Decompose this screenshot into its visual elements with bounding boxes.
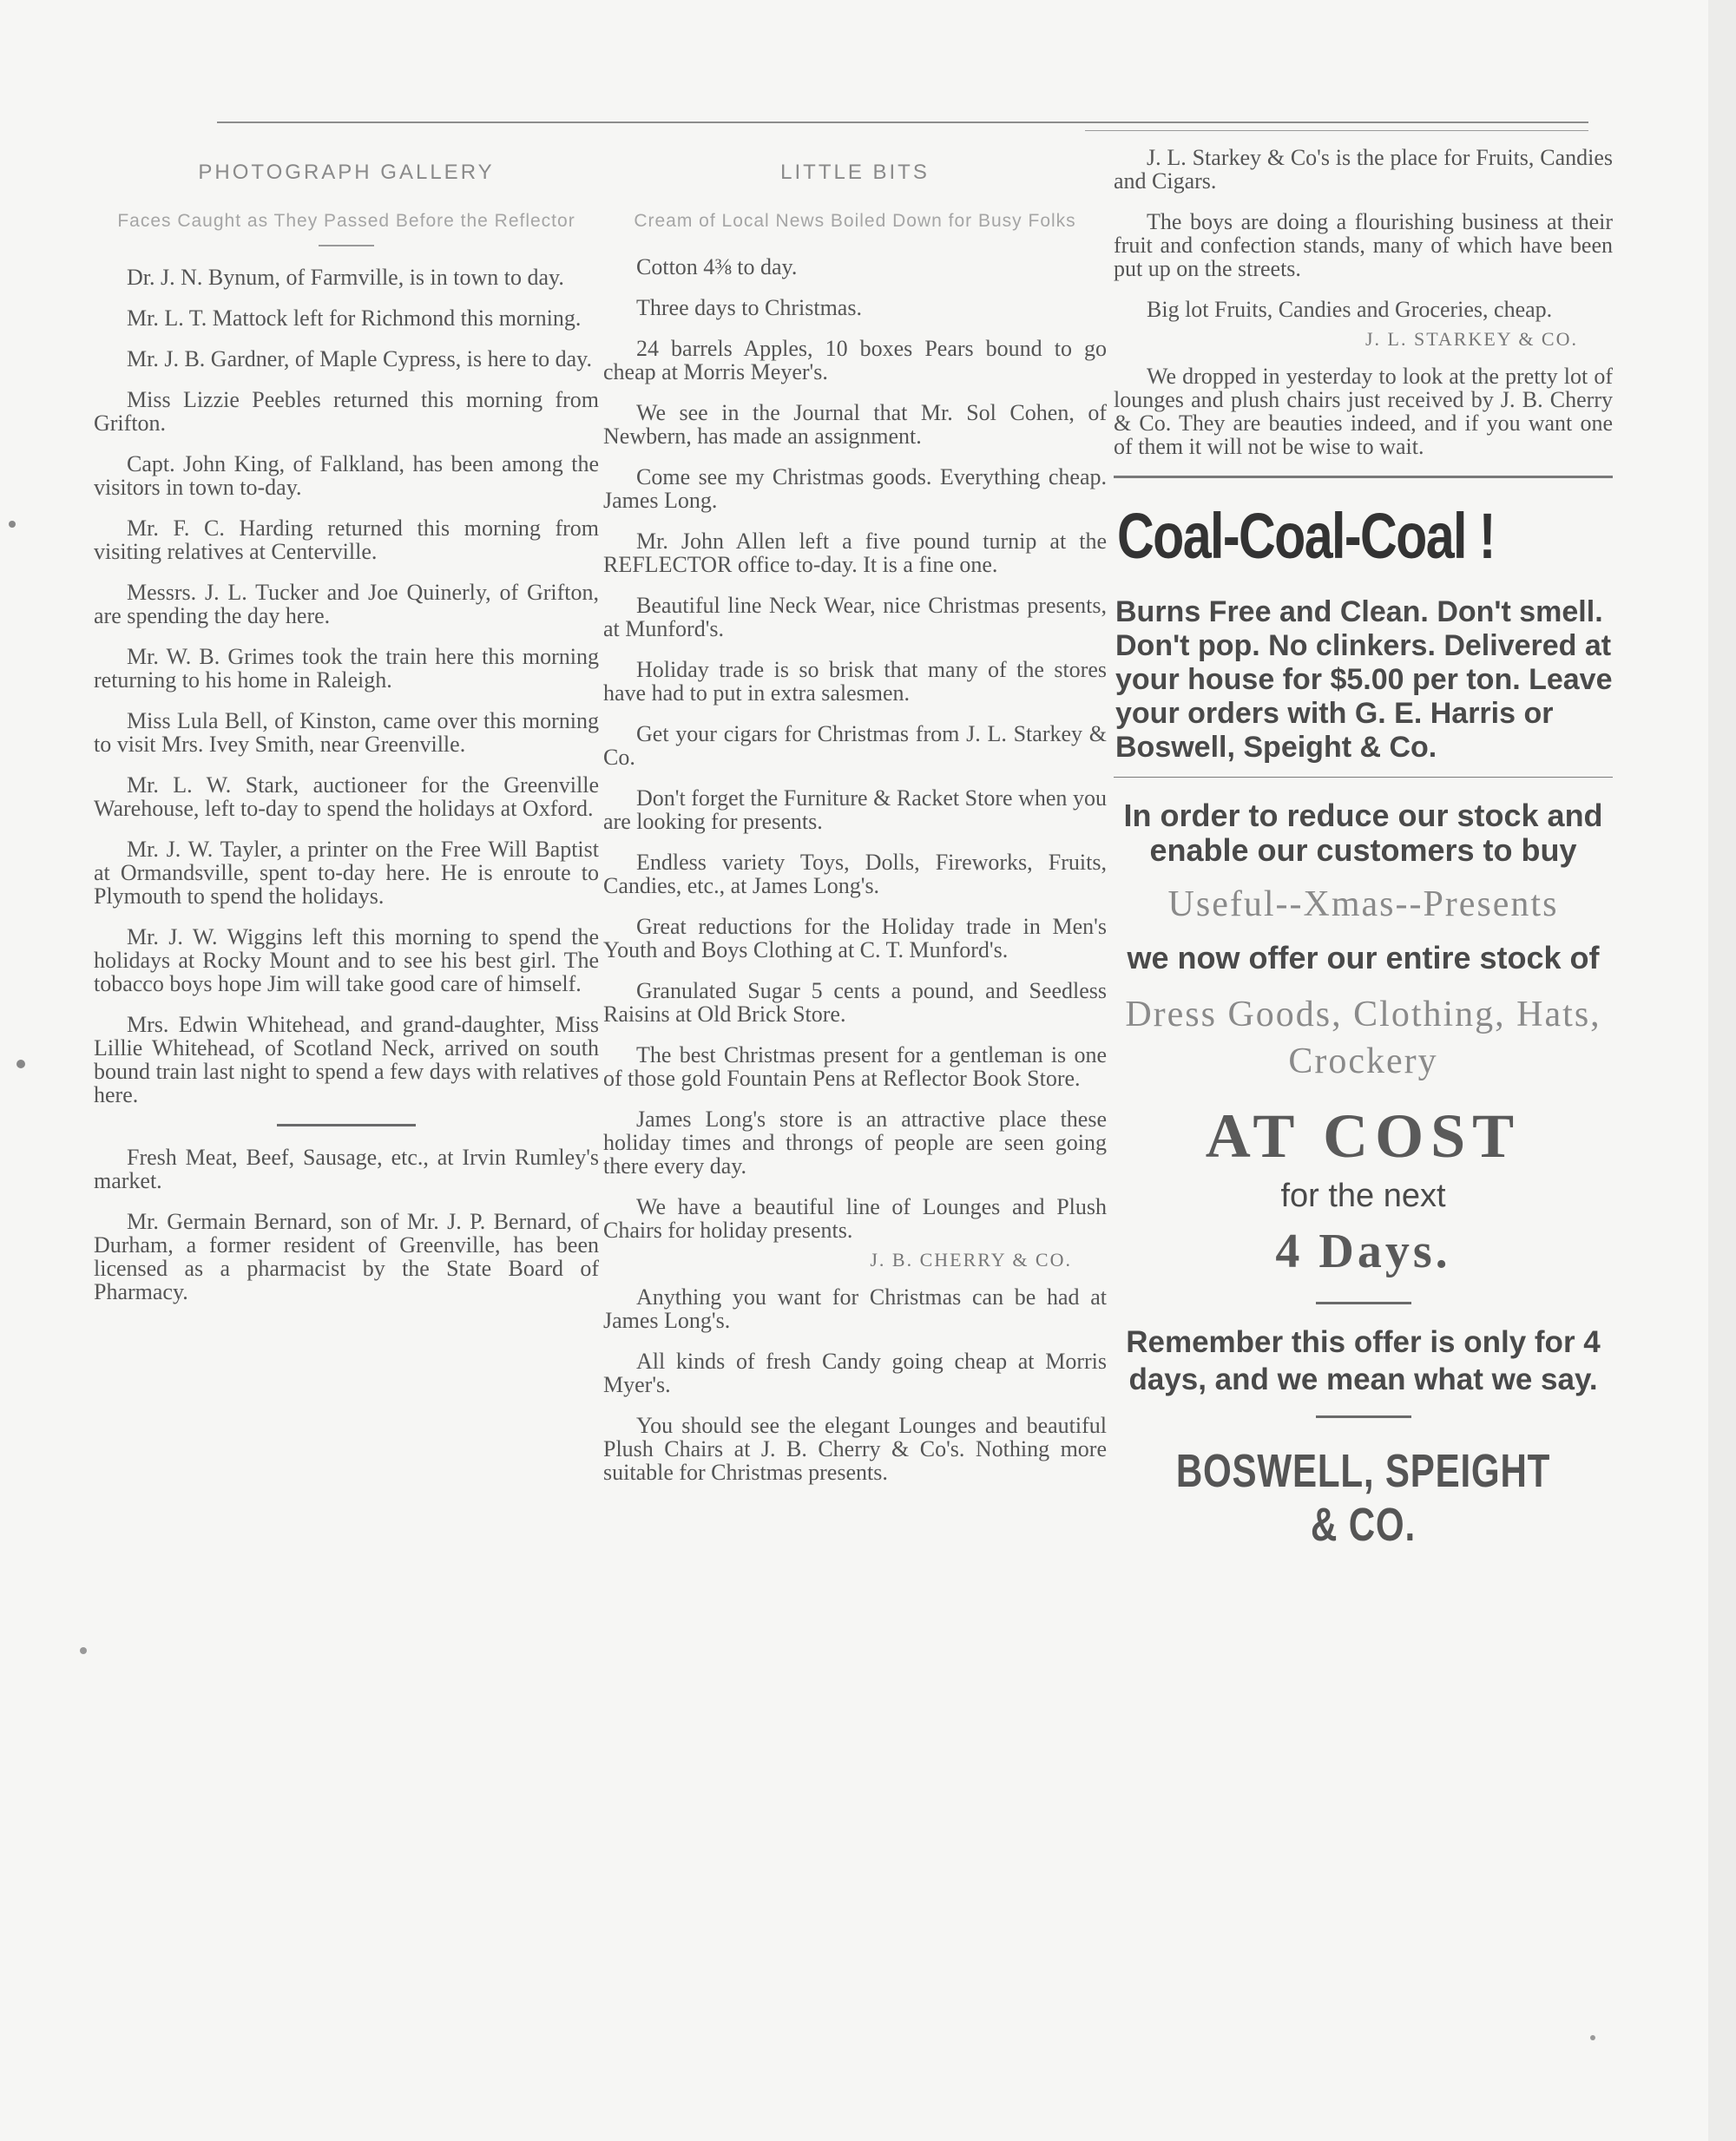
- news-item: Great reductions for the Holiday trade in Men's Youth and Boys Clothing at C. T. Munford's.: [603, 914, 1107, 962]
- news-item: Mr. L. W. Stark, auctioneer for the Greenville Warehouse, left to-day to spend the holidays at Oxford.: [94, 772, 599, 821]
- news-item: Get your cigars for Christmas from J. L. Starkey & Co.: [603, 721, 1107, 770]
- news-item: Mr. F. C. Harding returned this morning from visiting relatives at Centerville.: [94, 516, 599, 564]
- news-item: We see in the Journal that Mr. Sol Cohen, of Newbern, has made an assignment.: [603, 400, 1107, 449]
- news-item: Mr. W. B. Grimes took the train here this morning returning to his home in Raleigh.: [94, 644, 599, 693]
- news-item: 24 barrels Apples, 10 boxes Pears bound to go cheap at Morris Meyer's.: [603, 336, 1107, 384]
- news-item: Messrs. J. L. Tucker and Joe Quinerly, of Grifton, are spending the day here.: [94, 580, 599, 628]
- news-item: James Long's store is an attractive place these holiday times and throngs of people are seen going there every day.: [603, 1107, 1107, 1179]
- sale-presents: Useful--Xmas--Presents: [1167, 884, 1559, 924]
- news-item: We dropped in yesterday to look at the pretty lot of lounges and plush chairs just received by J. B. Cherry & Co. They are beauties indeed, and if you want one of them it will not be wise to wait.: [1114, 364, 1613, 459]
- column-header: LITTLE BITS: [780, 161, 930, 184]
- news-item: Miss Lizzie Peebles returned this morning from Grifton.: [94, 387, 599, 436]
- news-item: All kinds of fresh Candy going cheap at Morris Myer's.: [603, 1349, 1107, 1397]
- news-item: Endless variety Toys, Dolls, Fireworks, Fruits, Candies, etc., at James Long's.: [603, 850, 1107, 898]
- column-header: PHOTOGRAPH GALLERY: [198, 161, 495, 184]
- news-item: Mr. J. W. Wiggins left this morning to spend the holidays at Rocky Mount and to see his best girl. The tobacco boys hope Jim will take good care of himself.: [94, 924, 599, 996]
- news-item: Don't forget the Furniture & Racket Store when you are looking for presents.: [603, 785, 1107, 834]
- sale-for-next: for the next: [1280, 1178, 1446, 1214]
- news-item: Miss Lula Bell, of Kinston, came over this morning to visit Mrs. Ivey Smith, near Greenville.: [94, 708, 599, 757]
- news-item: The boys are doing a flourishing business at their fruit and confection stands, many of which have been put up on the streets.: [1114, 209, 1613, 281]
- news-item: The best Christmas present for a gentleman is one of those gold Fountain Pens at Reflector Book Store.: [603, 1042, 1107, 1091]
- column-subheader: Cream of Local News Boiled Down for Busy Folks: [634, 211, 1076, 231]
- news-item: Dr. J. N. Bynum, of Farmville, is in town to day.: [127, 265, 564, 290]
- news-item: Mrs. Edwin Whitehead, and grand-daughter, Miss Lillie Whitehead, of Scotland Neck, arrived on south bound train last night to spend a few days with relatives here.: [94, 1012, 599, 1107]
- advert-signature: J. L. STARKEY & CO.: [1364, 328, 1578, 350]
- sale-offer: we now offer our entire stock of: [1127, 940, 1600, 975]
- news-item: Mr. John Allen left a five pound turnip at the REFLECTOR office to-day. It is a fine one.: [603, 529, 1107, 577]
- news-item: Come see my Christmas goods. Everything cheap. James Long.: [603, 464, 1107, 513]
- sale-remember: Remember this offer is only for 4 days, and we mean what we say.: [1126, 1325, 1601, 1396]
- news-item: You should see the elegant Lounges and beautiful Plush Chairs at J. B. Cherry & Co's. Nothing more suitable for Christmas presents.: [603, 1413, 1107, 1485]
- sale-goods: Dress Goods, Clothing, Hats, Crockery: [1125, 995, 1601, 1081]
- news-item: Three days to Christmas.: [636, 295, 862, 320]
- sale-at-cost: AT COST: [1205, 1101, 1522, 1171]
- news-item: Capt. John King, of Falkland, has been among the visitors in town to-day.: [94, 451, 599, 500]
- sale-firm-name: BOSWELL, SPEIGHT & CO.: [1175, 1445, 1551, 1551]
- news-item: Mr. L. T. Mattock left for Richmond this morning.: [127, 305, 582, 331]
- news-item: Big lot Fruits, Candies and Groceries, cheap.: [1147, 297, 1553, 322]
- news-item: Holiday trade is so brisk that many of the stores have had to put in extra salesmen.: [603, 657, 1107, 706]
- news-item: Cotton 4⅜ to day.: [636, 254, 798, 279]
- sale-days: 4 Days.: [1275, 1225, 1451, 1278]
- news-item: Mr. J. B. Gardner, of Maple Cypress, is here to day.: [127, 346, 592, 371]
- news-item: J. L. Starkey & Co's is the place for Fruits, Candies and Cigars.: [1114, 145, 1613, 194]
- news-item: Beautiful line Neck Wear, nice Christmas presents, at Munford's.: [603, 593, 1107, 641]
- advert-signature: J. B. CHERRY & CO.: [870, 1249, 1072, 1271]
- coal-headline: Coal-Coal-Coal !: [1117, 500, 1495, 572]
- news-item: We have a beautiful line of Lounges and Plush Chairs for holiday presents.: [603, 1194, 1107, 1243]
- news-item: Granulated Sugar 5 cents a pound, and Seedless Raisins at Old Brick Store.: [603, 978, 1107, 1027]
- column-subheader: Faces Caught as They Passed Before the Reflector: [117, 211, 575, 231]
- news-item: Mr. J. W. Tayler, a printer on the Free Will Baptist at Ormandsville, spent to-day here. He is enroute to Plymouth to spend the holidays.: [94, 837, 599, 909]
- coal-body: Burns Free and Clean. Don't smell. Don't pop. No clinkers. Delivered at your house for $5.00 per ton. Leave your orders with G. E. Harris or Boswell, Speight & Co.: [1115, 595, 1613, 764]
- sale-intro: In order to reduce our stock and enable our customers to buy: [1123, 798, 1603, 868]
- advert-item: Fresh Meat, Beef, Sausage, etc., at Irvin Rumley's market.: [94, 1145, 599, 1193]
- news-item: Mr. Germain Bernard, son of Mr. J. P. Bernard, of Durham, a former resident of Greenville, has been licensed as a pharmacist by the State Board of Pharmacy.: [94, 1209, 599, 1304]
- news-item: Anything you want for Christmas can be had at James Long's.: [603, 1284, 1107, 1333]
